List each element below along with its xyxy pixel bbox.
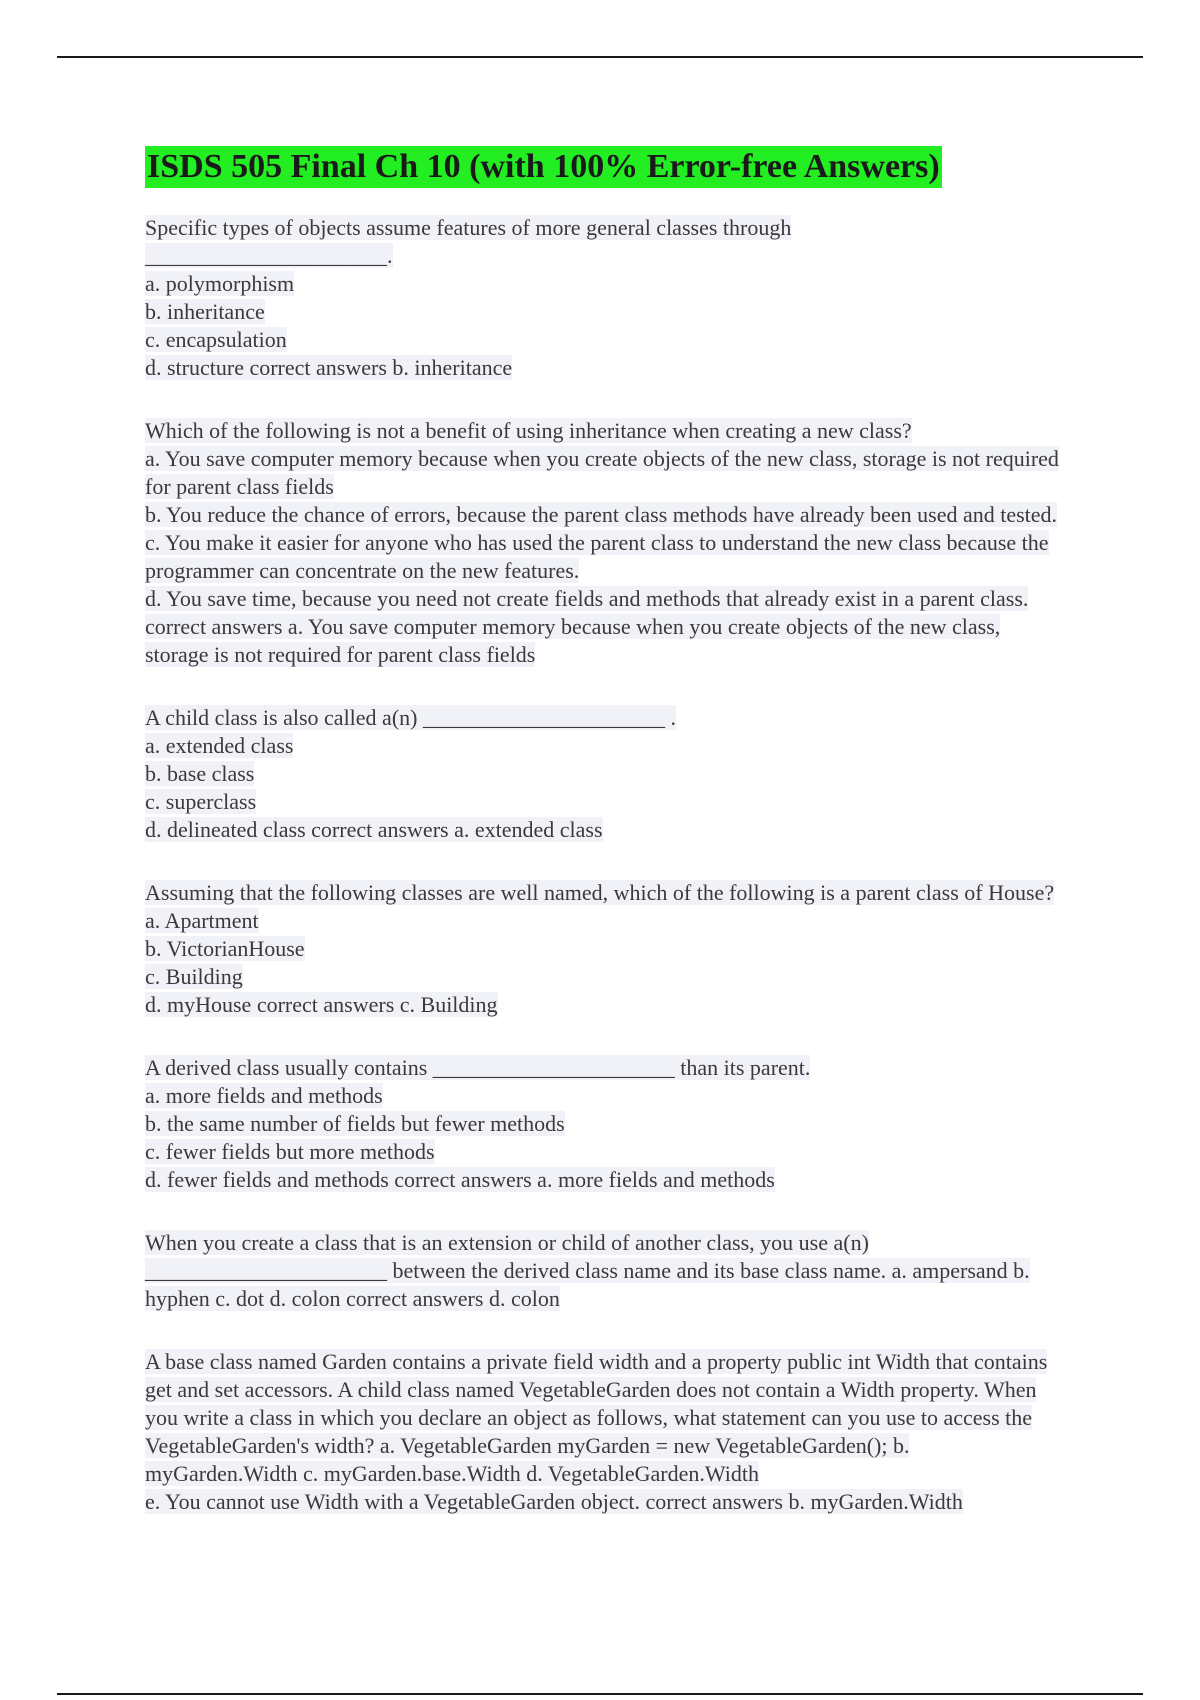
question-7-option-e-answer: e. You cannot use Width with a VegetableGarden object. correct answers b. myGarden.Width (145, 1489, 963, 1514)
question-1-option-a: a. polymorphism (145, 271, 295, 296)
question-2-option-c: c. You make it easier for anyone who has used the parent class to understand the new class because the programmer can concentrate on the new features. (145, 530, 1049, 583)
question-1-blank: ______________________. (145, 243, 393, 268)
question-3-option-c: c. superclass (145, 789, 257, 814)
footer-rule (57, 1693, 1143, 1695)
question-7 (145, 1348, 1060, 1516)
question-1-prompt: Specific types of objects assume features of more general classes through (145, 215, 792, 240)
question-4-option-b: b. VictorianHouse (145, 936, 305, 961)
question-4 (145, 879, 1060, 1019)
question-2-option-a: a. You save computer memory because when you create objects of the new class, storage is not required for parent class fields (145, 446, 1059, 499)
question-4-option-d-answer: d. myHouse correct answers c. Building (145, 992, 498, 1017)
question-5-option-d-answer: d. fewer fields and methods correct answers a. more fields and methods (145, 1167, 775, 1192)
question-7-prompt: A base class named Garden contains a private field width and a property public int Width that contains get and set accessors. A child class named VegetableGarden does not contain a Width property. When you write a class in which you declare an object as follows, what statement can you use to access the VegetableGarden's width? a. VegetableGarden myGarden = new VegetableGarden(); b. myGarden.Width c. myGarden.base.Width d. VegetableGarden.Width (145, 1349, 1048, 1486)
question-2 (145, 417, 1060, 669)
question-4-option-a: a. Apartment (145, 908, 259, 933)
question-5-option-c: c. fewer fields but more methods (145, 1139, 435, 1164)
question-3-option-d-answer: d. delineated class correct answers a. extended class (145, 817, 603, 842)
question-5-option-b: b. the same number of fields but fewer methods (145, 1111, 565, 1136)
document-title: ISDS 505 Final Ch 10 (with 100% Error-free Answers) (145, 146, 942, 188)
header-rule (57, 56, 1143, 58)
question-6-prompt-answer: When you create a class that is an extension or child of another class, you use a(n) ______________________ between the derived class name and its base class name. a. ampersand b. hyphen c. dot d. colon correct answers d. colon (145, 1230, 1030, 1311)
question-1-option-b: b. inheritance (145, 299, 265, 324)
question-1 (145, 214, 1060, 382)
question-1-option-c: c. encapsulation (145, 327, 287, 352)
question-5 (145, 1054, 1060, 1194)
question-4-option-c: c. Building (145, 964, 243, 989)
question-2-option-b: b. You reduce the chance of errors, because the parent class methods have already been used and tested. (145, 502, 1058, 527)
question-6 (145, 1229, 1060, 1313)
question-1-option-d-answer: d. structure correct answers b. inheritance (145, 355, 513, 380)
question-4-prompt: Assuming that the following classes are well named, which of the following is a parent class of House? (145, 880, 1055, 905)
question-3-prompt: A child class is also called a(n) ______________________ . (145, 705, 676, 730)
question-2-option-d-answer: d. You save time, because you need not create fields and methods that already exist in a parent class. correct answers a. You save computer memory because when you create objects of the new class, storage is not required for parent class fields (145, 586, 1029, 667)
question-3 (145, 704, 1060, 844)
question-3-option-a: a. extended class (145, 733, 294, 758)
question-5-prompt: A derived class usually contains ______________________ than its parent. (145, 1055, 811, 1080)
document-body (145, 146, 1060, 1516)
question-5-option-a: a. more fields and methods (145, 1083, 383, 1108)
question-2-prompt: Which of the following is not a benefit of using inheritance when creating a new class? (145, 418, 912, 443)
question-3-option-b: b. base class (145, 761, 255, 786)
